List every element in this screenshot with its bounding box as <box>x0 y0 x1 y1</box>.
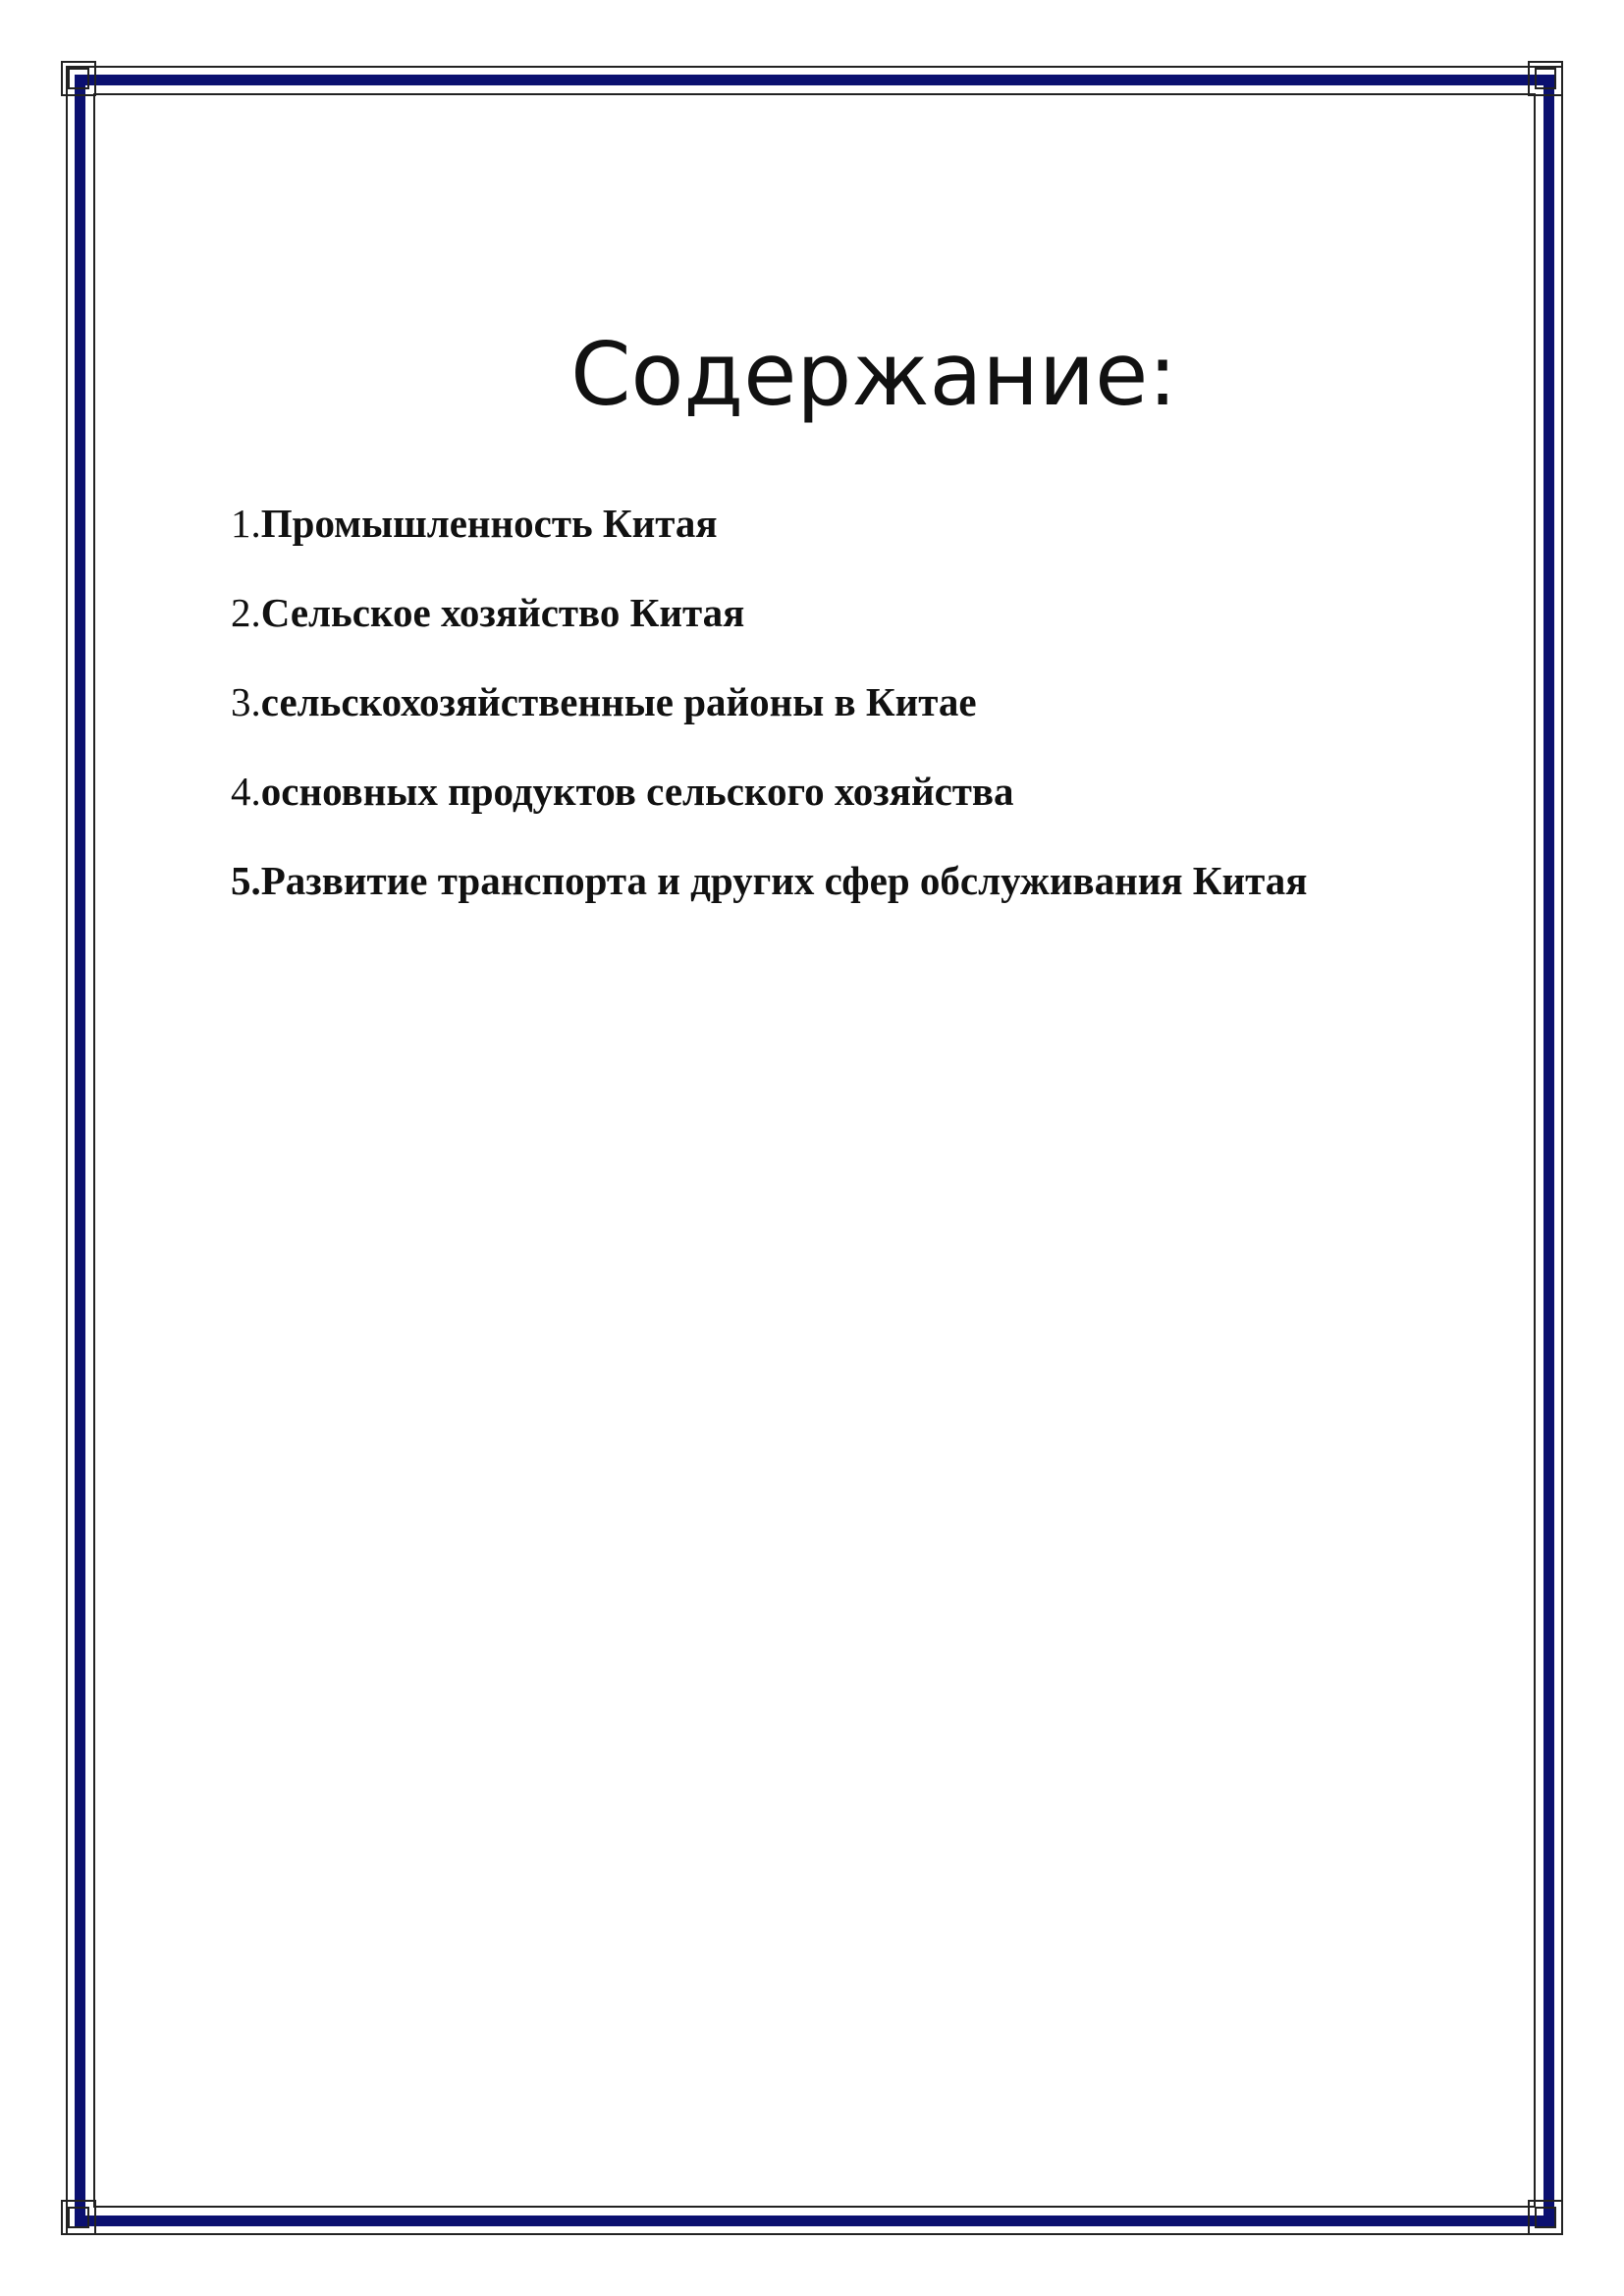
corner-ornament-top-left <box>61 61 96 96</box>
toc-item-number: 4. <box>231 769 261 814</box>
corner-ornament-bottom-right <box>1528 2200 1563 2235</box>
toc-item-number: 3. <box>231 679 261 724</box>
toc-item-text: Промышленность Китая <box>260 501 718 546</box>
toc-item-1 <box>231 491 1307 580</box>
toc-item-text: Развитие транспорта и других сфер обслуживания Китая <box>260 858 1308 903</box>
toc-item-2 <box>231 580 1307 669</box>
toc-item-number: 5. <box>231 858 261 903</box>
toc-item-text: основных продуктов сельского хозяйства <box>260 769 1014 814</box>
toc-item-number: 1. <box>231 501 261 546</box>
page-title: Содержание: <box>570 324 1177 425</box>
corner-ornament-bottom-left <box>61 2200 96 2235</box>
toc-item-5 <box>231 848 1307 937</box>
corner-ornament-top-right <box>1528 61 1563 96</box>
toc-item-number: 2. <box>231 590 261 635</box>
toc-item-4 <box>231 759 1307 848</box>
toc-item-text: сельскохозяйственные районы в Китае <box>260 679 977 724</box>
toc-item-text: Сельское хозяйство Китая <box>260 590 745 635</box>
toc-item-3 <box>231 669 1307 759</box>
table-of-contents <box>231 491 1307 937</box>
